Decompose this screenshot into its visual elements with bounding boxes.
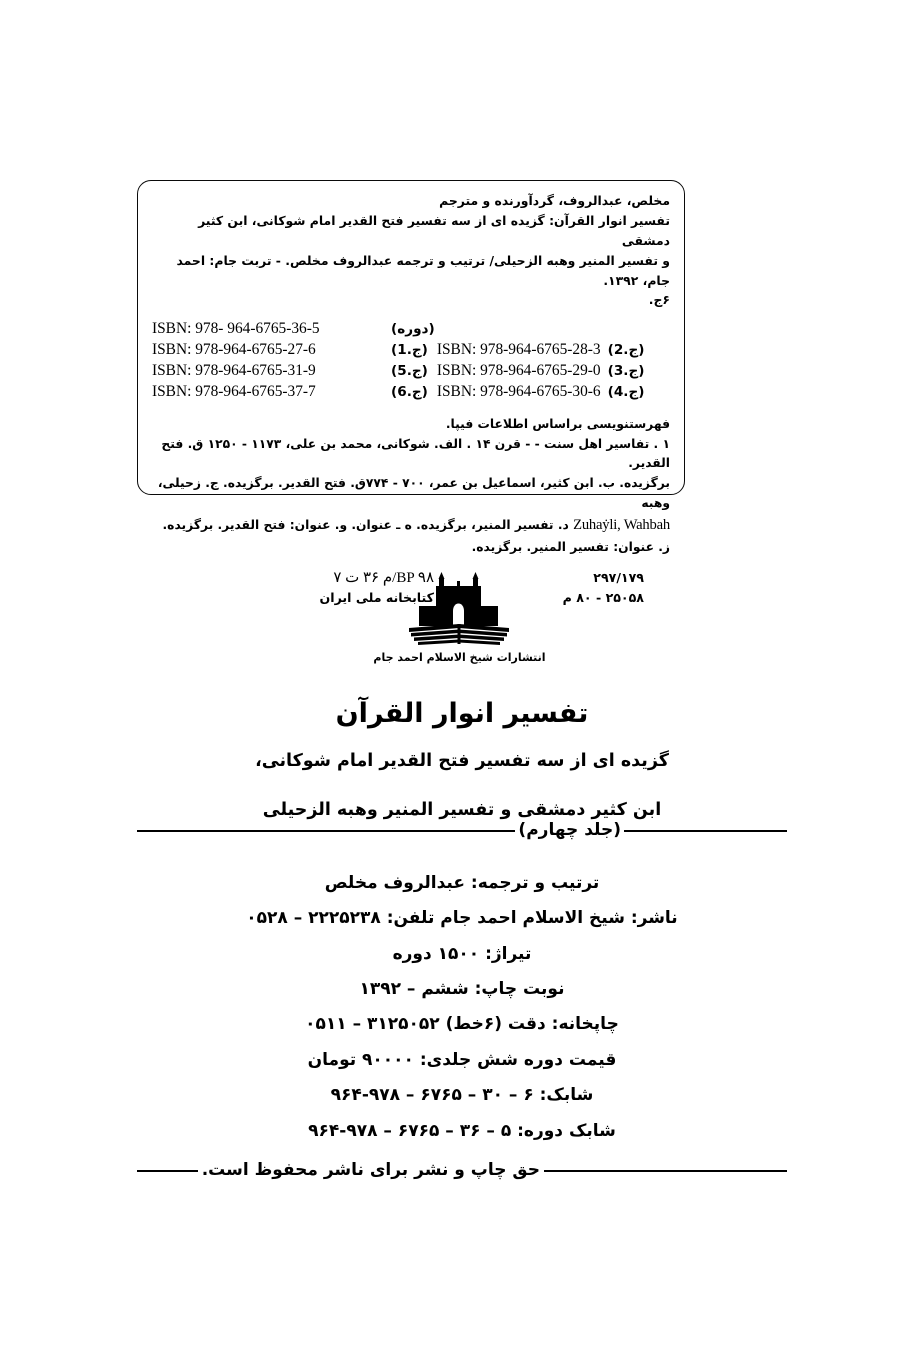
cip-subject-line-4: ز. عنوان: تفسیر المنیر. برگزیده. (471, 539, 670, 554)
colophon-block (137, 866, 787, 1149)
volume-rule-right (624, 830, 787, 832)
isbn-vol4-value: ISBN: 978-964-6765-30-6 (436, 383, 601, 401)
volume-rule-left (137, 830, 515, 832)
colophon-price: قیمت دوره شش جلدی: ۹۰۰۰۰ تومان (307, 1049, 617, 1070)
rights-rule-left (137, 1170, 198, 1172)
isbn-row (152, 381, 670, 402)
isbn-vol3-value: ISBN: 978-964-6765-29-0 (436, 362, 601, 380)
isbn-vol2-tag: (ج.2) (607, 341, 645, 358)
colophon-printer: چاپخانه: دقت (۶خط) ۳۱۲۵۰۵۲ – ۰۵۱۱ (305, 1014, 619, 1035)
isbn-row (152, 360, 670, 381)
isbn-row (152, 318, 670, 339)
colophon-publisher: ناشر: شیخ الاسلام احمد جام تلفن: ۲۲۲۵۲۳۸ – ۰۵۲۸ (246, 908, 678, 929)
book-subtitle-line-2: ابن کثیر دمشقی و تفسیر المنیر وهبه الزحیلی (262, 799, 662, 820)
cip-subject-line-3 (152, 514, 670, 538)
isbn-vol1-value: ISBN: 978-964-6765-27-6 (152, 340, 316, 358)
isbn-vol5-tag: (ج.5) (391, 363, 428, 380)
cip-header (152, 191, 670, 291)
national-library-label: کتابخانه ملی ایران (319, 590, 434, 606)
colophon-isbn-set: شابک دوره: ۵ – ۳۶ – ۶۷۶۵ – ۹۷۸-۹۶۴ (308, 1120, 616, 1141)
book-title: تفسیر انوار القرآن (335, 698, 589, 729)
lc-call-number: BP ۹۸/م ۳۶ ت ۷ (333, 569, 434, 586)
cip-header-line-1: مخلص، عبدالروف، گردآورنده و مترجم (439, 193, 670, 208)
isbn-vol5-value: ISBN: 978-964-6765-31-9 (152, 362, 316, 380)
isbn-vol6-tag: (ج.6) (391, 384, 428, 401)
cip-catalog-box (137, 180, 685, 606)
book-subtitle-line-1: گزیده ای از سه تفسیر فتح القدیر امام شوکانی، (255, 751, 669, 772)
colophon-translator: ترتیب و ترجمه: عبدالروف مخلص (324, 873, 600, 893)
cip-subject-line-3-rtl: د. تفسیر المنیر، برگزیده. ه ـ عنوان. و. عنوان: فتح القدیر. برگزیده. (162, 518, 574, 533)
isbn-vol2-value: ISBN: 978-964-6765-28-3 (436, 340, 601, 358)
isbn-row (152, 339, 670, 360)
cip-author-latin: Zuhaẏli, Wahbah (573, 517, 670, 534)
isbn-set-value: ISBN: 978- 964-6765-36-5 (152, 319, 320, 337)
cip-volume-count: ۶ج. (648, 292, 670, 308)
copyright-divider (137, 1158, 787, 1184)
publisher-logo-block (0, 570, 919, 664)
isbn-vol3-tag: (ج.3) (607, 363, 645, 380)
national-record-number: ۲۵۰۵۸ - ۸۰ م (562, 590, 644, 606)
copyright-statement: حق چاپ و نشر برای ناشر محفوظ است. (201, 1160, 540, 1180)
cip-header-line-2: تفسیر انوار القرآن: گزیده ای از سه تفسیر فتح القدیر امام شوکانی، ابن کثیر دمشقی (198, 213, 670, 249)
cip-subject-notes (152, 415, 670, 558)
cip-fipa-note: فهرستنویسی براساس اطلاعات فیپا. (445, 416, 670, 431)
title-block (137, 698, 787, 827)
volume-label: (جلد چهارم) (518, 820, 621, 840)
isbn-set-tag: (دوره) (391, 320, 435, 337)
cip-subject-line-2: برگزیده. ب. ابن کثیر، اسماعیل بن عمر، ۷۰۰ - ۷۷۴ق. فتح القدیر. برگزیده. ج. زحیلی، وهبه (157, 476, 670, 511)
dewey-number: ۲۹۷/۱۷۹ (593, 569, 644, 585)
isbn-vol6-value: ISBN: 978-964-6765-37-7 (152, 383, 316, 401)
publisher-logo-caption: انتشارات شیخ الاسلام احمد جام (373, 651, 546, 664)
colophon-print-run: تیراژ: ۱۵۰۰ دوره (392, 943, 532, 964)
rights-rule-right (544, 1170, 787, 1172)
isbn-vol1-tag: (ج.1) (391, 341, 428, 358)
isbn-vol4-tag: (ج.4) (607, 384, 645, 401)
cip-header-line-3: و تفسیر المنیر وهبه الزحیلی/ ترتیب و ترجمه عبدالروف مخلص. - تربت جام: احمد جام، ۱۳۹۲. (176, 253, 670, 289)
isbn-list (152, 318, 670, 403)
colophon-edition: نوبت چاپ: ششم – ۱۳۹۲ (359, 979, 565, 1000)
volume-divider (137, 818, 787, 844)
colophon-isbn-volume: شابک: ۶ – ۳۰ – ۶۷۶۵ – ۹۷۸-۹۶۴ (330, 1085, 594, 1106)
cip-subject-line-1: ۱ . تفاسیر اهل سنت - - قرن ۱۴ . الف. شوکانی، محمد بن علی، ۱۱۷۳ - ۱۲۵۰ ق. فتح القدیر. (161, 436, 670, 471)
shrine-on-book-logo-icon (405, 570, 515, 650)
